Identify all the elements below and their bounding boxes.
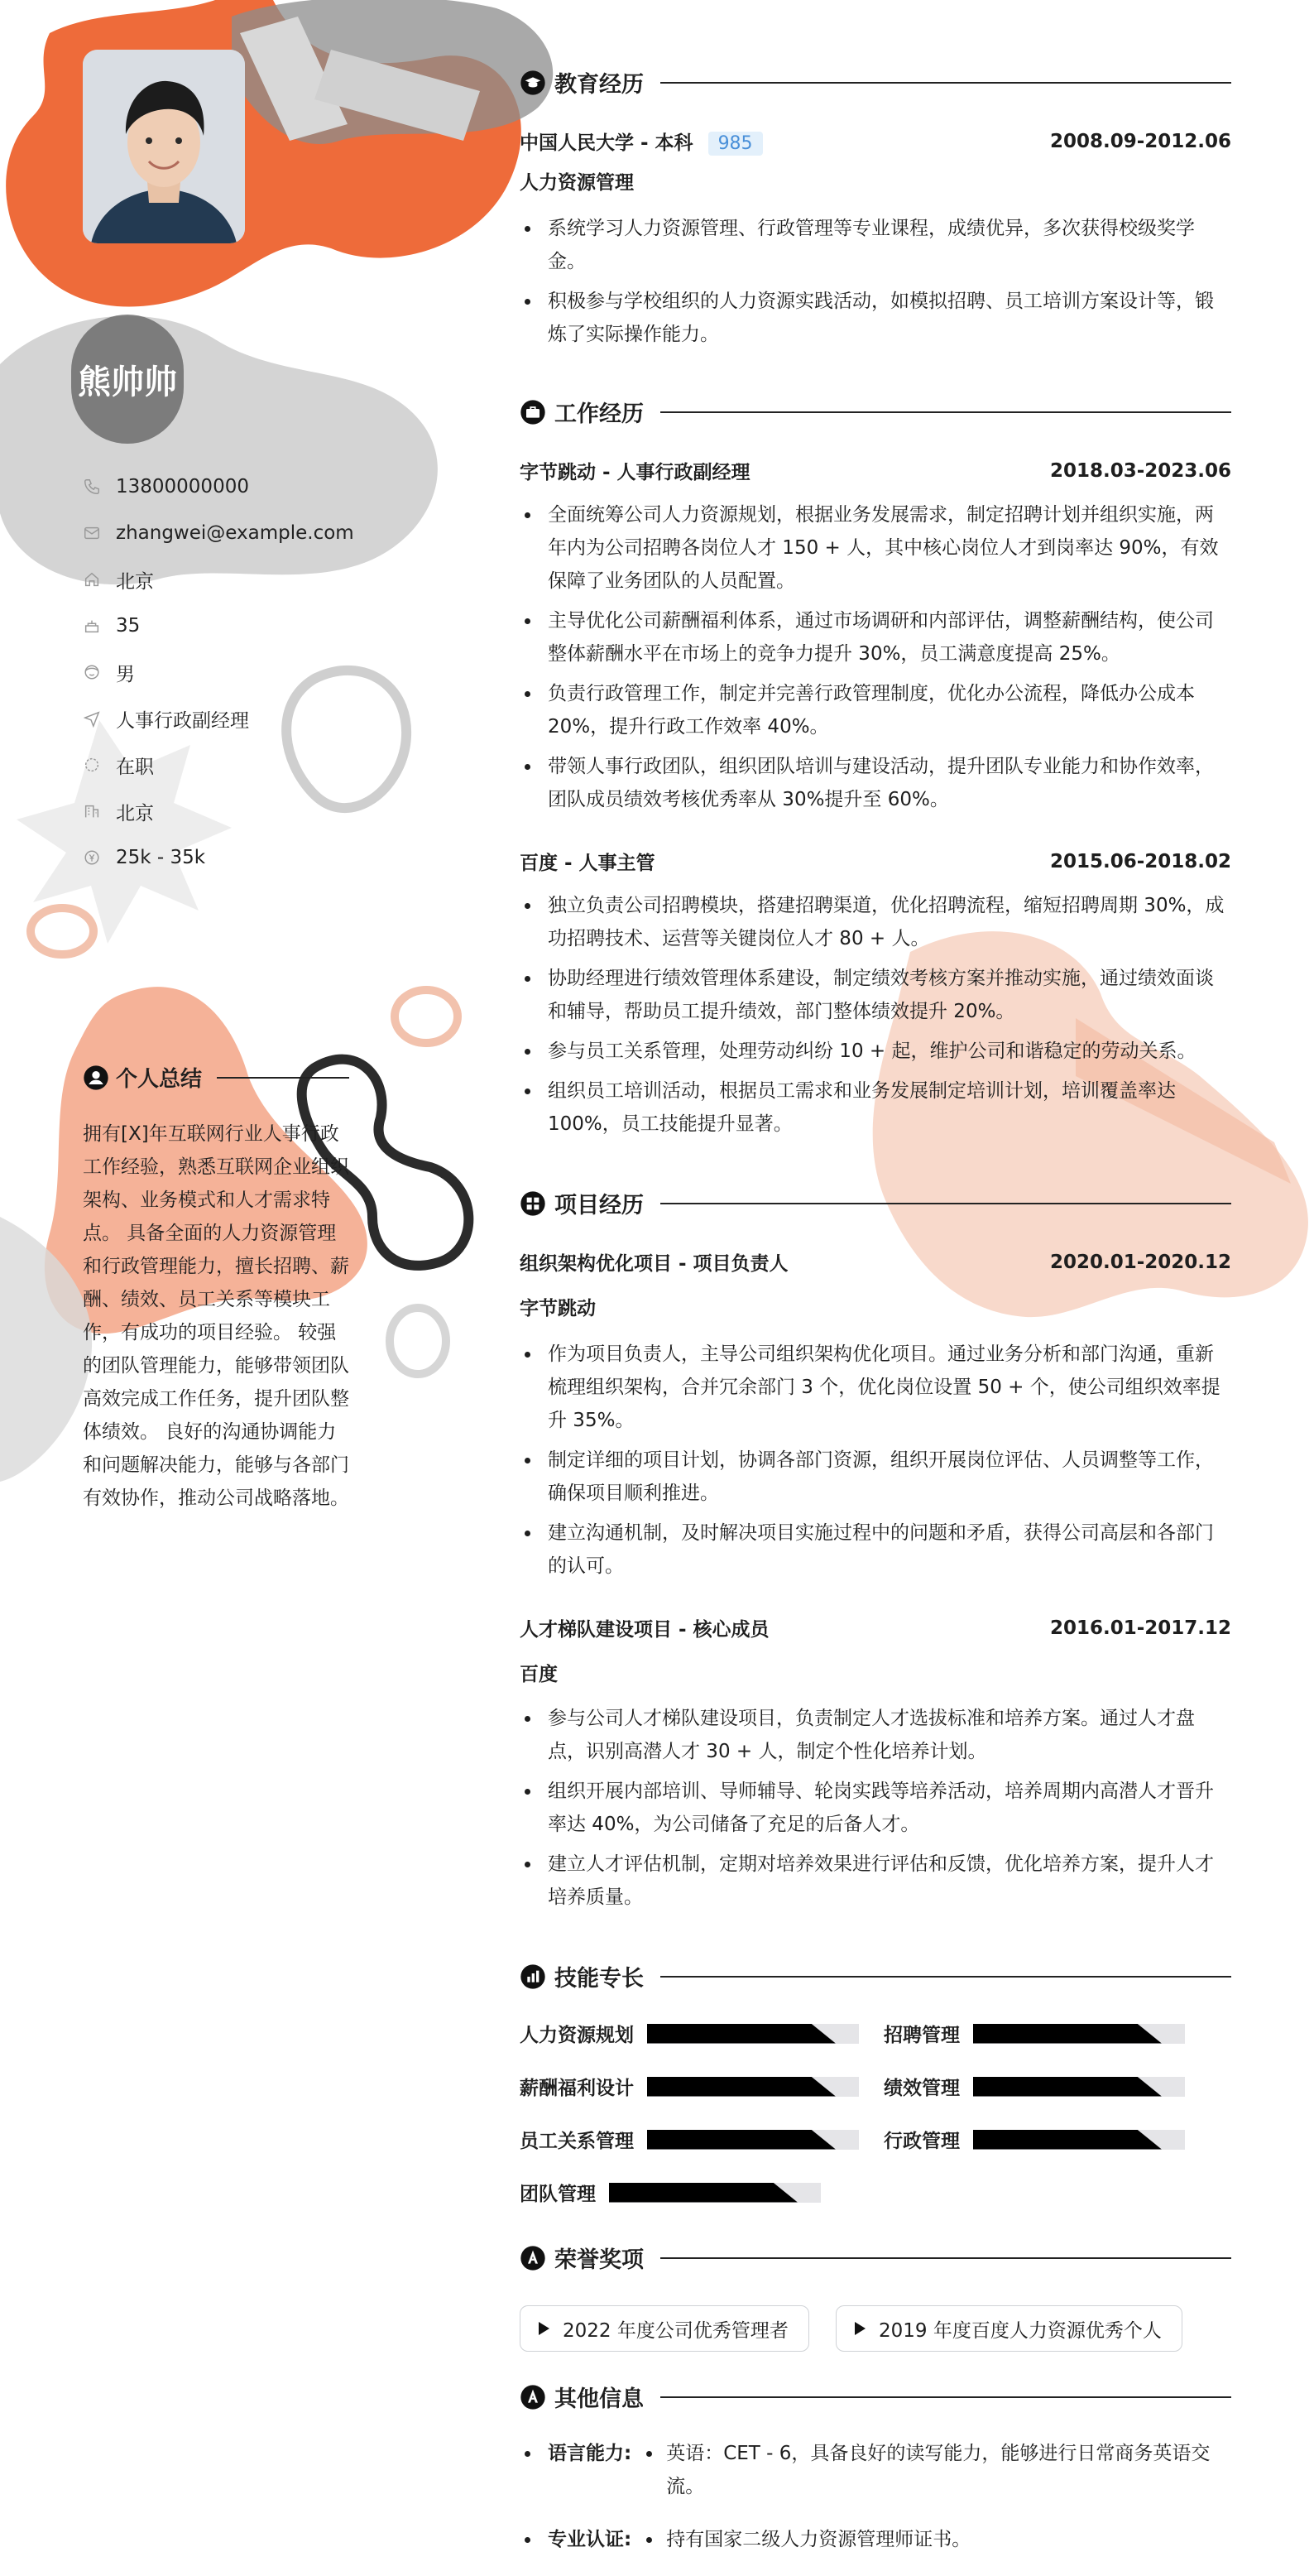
skill-item	[520, 2073, 859, 2100]
contact-salary-value: 25k - 35k	[116, 847, 206, 868]
skill-label: 团队管理	[520, 2184, 596, 2205]
info-icon	[520, 2384, 546, 2410]
contact-phone-value: 13800000000	[116, 476, 249, 497]
salary-icon	[83, 848, 101, 867]
education-major: 人力资源管理	[520, 172, 634, 194]
project-date: 2020.01-2020.12	[1049, 1251, 1231, 1273]
education-heading	[520, 66, 1231, 99]
skill-bar	[609, 2183, 821, 2203]
list-item: 负责行政管理工作，制定并完善行政管理制度，优化办公流程，降低办公成本 20%，提升行政工作效率 40%。	[520, 677, 1231, 743]
job-bullets	[520, 889, 1231, 1147]
project-bullets	[520, 1702, 1231, 1920]
list-item: 组织开展内部培训、导师辅导、轮岗实践等培养活动，培养周期内高潜人才晋升率达 40%，为公司储备了充足的后备人才。	[520, 1775, 1231, 1841]
skill-bar-fill	[973, 2077, 1162, 2097]
job-header	[520, 848, 1231, 875]
contact-status-value: 在职	[116, 756, 154, 778]
contact-status	[83, 742, 447, 788]
project-company: 百度	[520, 1664, 558, 1685]
projects-rule	[660, 1203, 1231, 1204]
list-item: 主导优化公司薪酬福利体系，通过市场调研和内部评估，调整薪酬结构，使公司整体薪酬水平在市场上的竞争力提升 30%，员工满意度提高 25%。	[520, 604, 1231, 670]
contact-gender-value: 男	[116, 663, 135, 685]
other-label: 专业认证:	[520, 2523, 631, 2556]
list-item: 参与员工关系管理，处理劳动纠纷 10 + 起，维护公司和谐稳定的劳动关系。	[520, 1035, 1231, 1068]
skill-label: 招聘管理	[884, 2025, 960, 2046]
list-item: 作为项目负责人，主导公司组织架构优化项目。通过业务分析和部门沟通，重新梳理组织架构，合并冗余部门 3 个，优化岗位设置 50 + 个，使公司组织效率提升 35%。	[520, 1338, 1231, 1437]
summary-title: 个人总结	[116, 1067, 203, 1092]
skill-bar-fill	[609, 2183, 798, 2203]
skill-label: 薪酬福利设计	[520, 2078, 634, 2099]
list-item: 参与公司人才梯队建设项目，负责制定人才选拔标准和培养方案。通过人才盘点，识别高潜人才 30 + 人，制定个性化培养计划。	[520, 1702, 1231, 1768]
education-bullets	[520, 212, 1231, 358]
face-icon	[83, 663, 101, 681]
skill-item	[884, 2126, 1185, 2153]
project-bullets	[520, 1338, 1231, 1589]
contact-position-value: 人事行政副经理	[116, 709, 249, 732]
project-date: 2016.01-2017.12	[1049, 1617, 1231, 1639]
list-item: 制定详细的项目计划，协调各部门资源，组织开展岗位评估、人员调整等工作，确保项目顺利推进。	[520, 1444, 1231, 1510]
skill-label: 人力资源规划	[520, 2025, 634, 2046]
list-item: 协助经理进行绩效管理体系建设，制定绩效考核方案并推动实施，通过绩效面谈和辅导，帮助员工提升绩效，部门整体绩效提升 20%。	[520, 962, 1231, 1028]
skill-bar	[973, 2077, 1185, 2097]
job-bullets	[520, 498, 1231, 823]
other-row	[520, 2437, 1231, 2503]
list-item: 组织员工培训活动，根据员工需求和业务发展制定培训计划，培训覆盖率达 100%，员工技能提升显著。	[520, 1074, 1231, 1141]
other-title: 其他信息	[554, 2386, 644, 2412]
work-rule	[660, 411, 1231, 413]
project-header	[520, 1248, 1231, 1276]
contact-email	[83, 510, 447, 556]
play-icon	[539, 2322, 549, 2335]
profile-photo	[83, 50, 245, 243]
job-heading: 字节跳动 - 人事行政副经理	[520, 462, 751, 483]
sidebar	[0, 0, 463, 2563]
skills-heading	[520, 1960, 1231, 1992]
skill-item	[884, 2073, 1185, 2100]
honors-rule	[660, 2257, 1231, 2259]
education-date: 2008.09-2012.06	[1049, 131, 1231, 152]
job-header	[520, 457, 1231, 484]
contact-age-value: 35	[116, 615, 141, 637]
cake-icon	[83, 617, 101, 635]
skill-bar-fill	[647, 2024, 836, 2044]
list-item: 系统学习人力资源管理、行政管理等专业课程，成绩优异，多次获得校级奖学金。	[520, 212, 1231, 278]
contact-home	[83, 556, 447, 603]
list-item: 全面统筹公司人力资源规划，根据业务发展需求，制定招聘计划并组织实施，两年内为公司招聘各岗位人才 150 + 人，其中核心岗位人才到岗率达 90%，有效保障了业务团队的人员配置。	[520, 498, 1231, 598]
play-icon	[855, 2322, 866, 2335]
other-rule	[660, 2396, 1231, 2398]
contact-home-value: 北京	[116, 570, 154, 593]
contact-gender	[83, 649, 447, 695]
user-icon	[83, 1065, 109, 1091]
skills-title: 技能专长	[554, 1966, 644, 1992]
home-icon	[83, 570, 101, 589]
skills-rule	[660, 1976, 1231, 1978]
contact-age	[83, 603, 447, 649]
skill-bar	[973, 2024, 1185, 2044]
contact-salary	[83, 834, 447, 881]
list-item: 建立人才评估机制，定期对培养效果进行评估和反馈，优化培养方案，提升人才培养质量。	[520, 1848, 1231, 1914]
honor-chip	[836, 2305, 1182, 2352]
honor-label: 2022 年度公司优秀管理者	[563, 2319, 789, 2342]
project-heading: 人才梯队建设项目 - 核心成员	[520, 1619, 770, 1641]
other-value: 英语：CET - 6，具备良好的读写能力，能够进行日常商务英语交流。	[638, 2437, 1231, 2503]
education-school: 中国人民大学 - 本科	[520, 132, 693, 154]
phone-icon	[83, 478, 101, 496]
honor-label: 2019 年度百度人力资源优秀个人	[879, 2319, 1162, 2342]
graduation-cap-icon	[520, 70, 546, 96]
work-title: 工作经历	[554, 401, 644, 427]
skill-item	[520, 2020, 859, 2047]
list-item: 建立沟通机制，及时解决项目实施过程中的问题和矛盾，获得公司高层和各部门的认可。	[520, 1516, 1231, 1583]
job-date: 2015.06-2018.02	[1049, 850, 1231, 872]
skill-bar-fill	[973, 2130, 1162, 2150]
skill-item	[884, 2020, 1185, 2047]
honor-chip	[520, 2305, 809, 2352]
skill-bar-fill	[647, 2077, 836, 2097]
award-icon	[520, 2245, 546, 2271]
honors-heading	[520, 2242, 1231, 2274]
list-item: 带领人事行政团队，组织团队培训与建设活动，提升团队专业能力和协作效率，团队成员绩效考核优秀率从 30%提升至 60%。	[520, 750, 1231, 816]
chart-icon	[520, 1963, 546, 1990]
project-heading: 组织架构优化项目 - 项目负责人	[520, 1253, 789, 1275]
summary-rule	[217, 1077, 349, 1079]
skill-bar-fill	[973, 2024, 1162, 2044]
other-row	[520, 2523, 1231, 2556]
other-info-list	[520, 2437, 1231, 2576]
projects-heading	[520, 1187, 1231, 1219]
skill-bar	[647, 2024, 859, 2044]
grid-icon	[520, 1190, 546, 1217]
avatar	[83, 50, 245, 243]
name-badge	[71, 315, 184, 444]
skill-item	[520, 2126, 859, 2153]
other-label: 语言能力:	[520, 2437, 631, 2503]
skill-item	[520, 2179, 821, 2206]
education-title: 教育经历	[554, 72, 644, 98]
education-entry-header	[520, 127, 1231, 156]
education-tag: 985	[708, 132, 763, 156]
work-heading	[520, 396, 1231, 428]
job-date: 2018.03-2023.06	[1049, 459, 1231, 482]
skill-bar	[647, 2077, 859, 2097]
contact-city-value: 北京	[116, 802, 154, 824]
other-value: 持有国家二级人力资源管理师证书。	[638, 2523, 971, 2556]
profile-name: 熊帅帅	[78, 363, 177, 401]
skill-label: 员工关系管理	[520, 2131, 634, 2152]
briefcase-icon	[520, 399, 546, 425]
education-rule	[660, 82, 1231, 84]
skill-bar-fill	[647, 2130, 836, 2150]
contact-city	[83, 788, 447, 834]
skill-bar	[973, 2130, 1185, 2150]
building-icon	[83, 802, 101, 820]
mail-icon	[83, 524, 101, 542]
contact-email-value: zhangwei@example.com	[116, 522, 354, 544]
status-icon	[83, 756, 101, 774]
summary-heading	[83, 1062, 349, 1093]
contact-position	[83, 695, 447, 742]
project-header	[520, 1614, 1231, 1641]
skill-label: 行政管理	[884, 2131, 960, 2152]
project-company: 字节跳动	[520, 1298, 596, 1319]
list-item: 积极参与学校组织的人力资源实践活动，如模拟招聘、员工培训方案设计等，锻炼了实际操作能力。	[520, 285, 1231, 351]
job-heading: 百度 - 人事主管	[520, 853, 655, 874]
skill-label: 绩效管理	[884, 2078, 960, 2099]
contact-phone	[83, 464, 447, 510]
other-heading	[520, 2381, 1231, 2413]
send-icon	[83, 709, 101, 728]
list-item: 独立负责公司招聘模块，搭建招聘渠道，优化招聘流程，缩短招聘周期 30%，成功招聘技术、运营等关键岗位人才 80 + 人。	[520, 889, 1231, 955]
summary-text: 拥有[X]年互联网行业人事行政工作经验，熟悉互联网企业组织架构、业务模式和人才需求特点。 具备全面的人力资源管理和行政管理能力，擅长招聘、薪酬、绩效、员工关系等模块工作，有成功的项目经验。 较强的团队管理能力，能够带领团队高效完成工作任务，提升团队整体绩效。 良好的沟通协调能力和问题解决能力，能够与各部门有效协作，推动公司战略落地。	[83, 1123, 349, 1509]
projects-title: 项目经历	[554, 1193, 644, 1218]
contact-list	[83, 464, 447, 881]
skill-bar	[647, 2130, 859, 2150]
honors-title: 荣誉奖项	[554, 2247, 644, 2273]
